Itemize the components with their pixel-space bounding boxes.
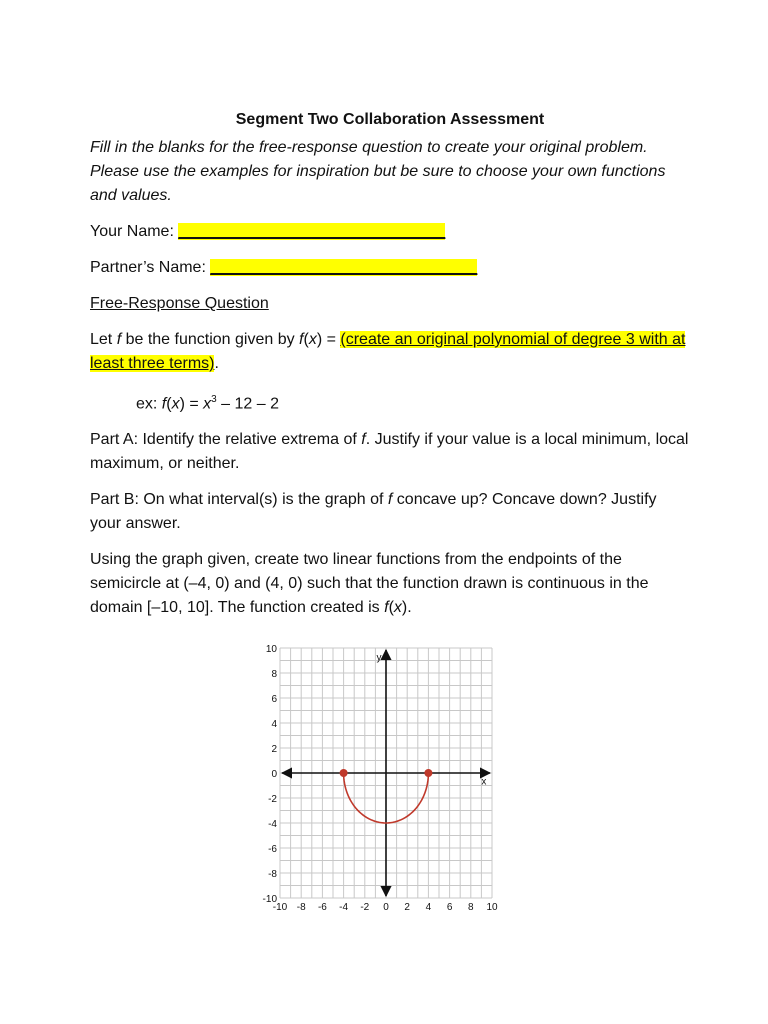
x-tick-label: 6 [446,902,453,913]
x-tick-label: -4 [339,902,349,913]
graph-svg [255,640,515,915]
example-exponent: 3 [211,394,217,405]
y-tick-label: 2 [271,744,277,755]
fx-x: x [308,331,317,348]
document-body [90,108,690,632]
let-suffix: . [214,355,219,372]
x-tick-label: -2 [360,902,370,913]
y-tick-label: 0 [271,769,277,780]
example-line: ex: $f(x) = x^3 - 12 - 2$ [136,394,279,413]
y-tick-label: -2 [268,794,277,805]
part-b-pre: Part B: On what interval(s) is the graph of [90,491,388,509]
endpoint-dot [340,769,348,777]
y-tick-label: -8 [268,869,277,880]
x-tick-label: -8 [296,902,306,913]
x-tick-label: -6 [317,902,327,913]
instructions: Fill in the blanks for the free-response question to create your original problem. Please use the examples for inspiration but be sure to choose your own functions and values. [90,139,666,204]
polynomial-prompt[interactable]: (create an original polynomial of degree 3 with at least three terms) [90,331,686,372]
graph-text-x: x [393,599,402,617]
x-tick-label: 2 [404,902,410,913]
x-axis-label: x [481,776,487,788]
part-a [90,428,690,476]
your-name-line [90,220,690,244]
example-x: x [171,395,180,413]
example-prefix: ex: [136,395,162,413]
graph-text-f: f [384,599,389,617]
endpoint-dot [424,769,432,777]
part-a-f: f [361,431,366,449]
y-tick-label: 8 [271,669,277,680]
graph-instructions: Using the graph given, create two linear functions from the endpoints of the semicircle at (–4, 0) and (4, 0) such that the function drawn is continuous in the domain [–10, 10]. The function created is f(x). [90,551,649,617]
axes [282,650,490,896]
x-tick-label: 8 [468,902,474,913]
fx-f: f [299,331,304,348]
example-f: f [161,395,167,413]
graph-text-pre: Using the graph given, create two linear functions from the endpoints of the semicircle at (–4, 0) and (4, 0) such that the function drawn is continuous in the domain [–10, 10]. The function created is [90,551,649,617]
let-f-statement: Let f be the function given by f(x) = (create an original polynomial of degree 3 with at least three terms). [90,331,686,372]
y-tick-label: 4 [271,719,277,730]
part-a-pre: Part A: Identify the relative extrema of [90,431,362,449]
part-b [90,488,690,536]
be-function: be the function given by [121,331,300,348]
partner-name-label: Partner’s Name: [90,259,211,276]
x-tick-label: 4 [425,902,432,913]
let-prefix: Let [90,331,117,348]
y-axis-label: y [376,652,382,664]
graph [255,640,515,915]
x-tick-label: 10 [486,902,498,913]
y-tick-label: -4 [268,819,277,830]
graph-text-post: ). [401,599,412,617]
part-a-post: . Justify if your value is a local minimum, local maximum, or neither. [90,431,689,473]
x-tick-label: -10 [272,902,288,913]
part-b-post: concave up? Concave down? Justify your answer. [90,491,657,533]
frq-heading: Free-Response Question [90,295,269,312]
x-tick-label: 0 [383,902,389,913]
example-x2: x [203,395,212,413]
example-rest: – 12 – 2 [216,395,279,413]
y-tick-label: 6 [271,694,277,705]
page-title: Segment Two Collaboration Assessment [235,111,545,128]
fx-eq: ) = [316,331,341,348]
y-tick-label: -6 [268,844,277,855]
your-name-label: Your Name: [90,223,179,240]
partner-name-field[interactable]: ______________________________ [210,259,478,276]
y-tick-label: -10 [262,894,277,905]
your-name-field[interactable]: ______________________________ [178,223,446,240]
y-tick-label: 10 [265,644,277,655]
example-mid: ) = [179,395,204,413]
part-b-f: f [387,491,393,509]
partner-name-line [90,256,690,280]
f-var: f [116,331,122,348]
